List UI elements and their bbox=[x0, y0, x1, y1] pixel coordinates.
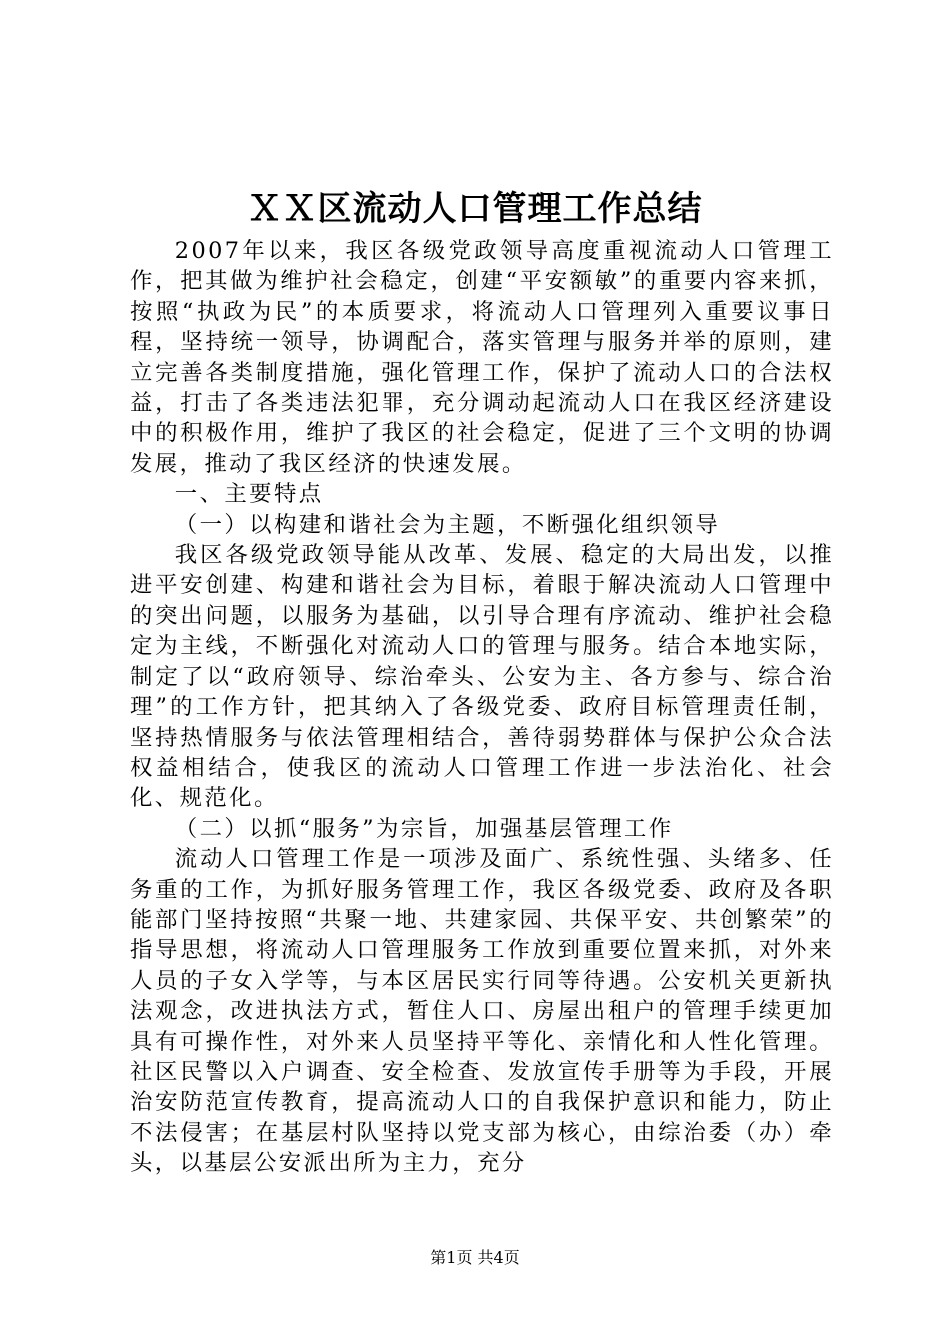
intro-paragraph: 2007年以来，我区各级党政领导高度重视流动人口管理工作，把其做为维护社会稳定，创建“平安额敏”的重要内容来抓，按照“执政为民”的本质要求，将流动人口管理列入重要议事日程，坚持统一领导，协调配合，落实管理与服务并举的原则，建立完善各类制度措施，强化管理工作，保护了流动人口的合法权益，打击了各类违法犯罪，充分调动起流动人口在我区经济建设中的积极作用，维护了我区的社会稳定，促进了三个文明的协调发展，推动了我区经济的快速发展。 bbox=[130, 238, 834, 477]
subsection-heading-1: （一）以构建和谐社会为主题，不断强化组织领导 bbox=[174, 511, 721, 538]
document-title: ＸＸ区流动人口管理工作总结 bbox=[247, 189, 703, 229]
section-heading-main-features: 一、主要特点 bbox=[174, 481, 324, 508]
body-paragraph-2: 流动人口管理工作是一项涉及面广、系统性强、头绪多、任务重的工作，为抓好服务管理工作，我区各级党委、政府及各职能部门坚持按照“共聚一地、共建家园、共保平安、共创繁荣”的指导思想，将流动人口管理服务工作放到重要位置来抓，对外来人员的子女入学等，与本区居民实行同等待遇。公安机关更新执法观念，改进执法方式，暂住人口、房屋出租户的管理手续更加具有可操作性，对外来人员坚持平等化、亲情化和人性化管理。社区民警以入户调查、安全检查、发放宣传手册等为手段，开展治安防范宣传教育，提高流动人口的自我保护意识和能力，防止不法侵害；在基层村队坚持以党支部为核心，由综治委（办）牵头，以基层公安派出所为主力，充分 bbox=[130, 846, 834, 1177]
document-body bbox=[130, 236, 834, 1179]
page-footer: 第1页 共4页 bbox=[430, 1248, 520, 1267]
body-paragraph-1: 我区各级党政领导能从改革、发展、稳定的大局出发，以推进平安创建、构建和谐社会为目标，着眼于解决流动人口管理中的突出问题，以服务为基础，以引导合理有序流动、维护社会稳定为主线，不断强化对流动人口的管理与服务。结合本地实际，制定了以“政府领导、综治牵头、公安为主、各方参与、综合治理”的工作方针，把其纳入了各级党委、政府目标管理责任制，坚持热情服务与依法管理相结合，善待弱势群体与保护公众合法权益相结合，使我区的流动人口管理工作进一步法治化、社会化、规范化。 bbox=[130, 542, 834, 812]
subsection-heading-2: （二）以抓“服务”为宗旨，加强基层管理工作 bbox=[174, 815, 674, 842]
